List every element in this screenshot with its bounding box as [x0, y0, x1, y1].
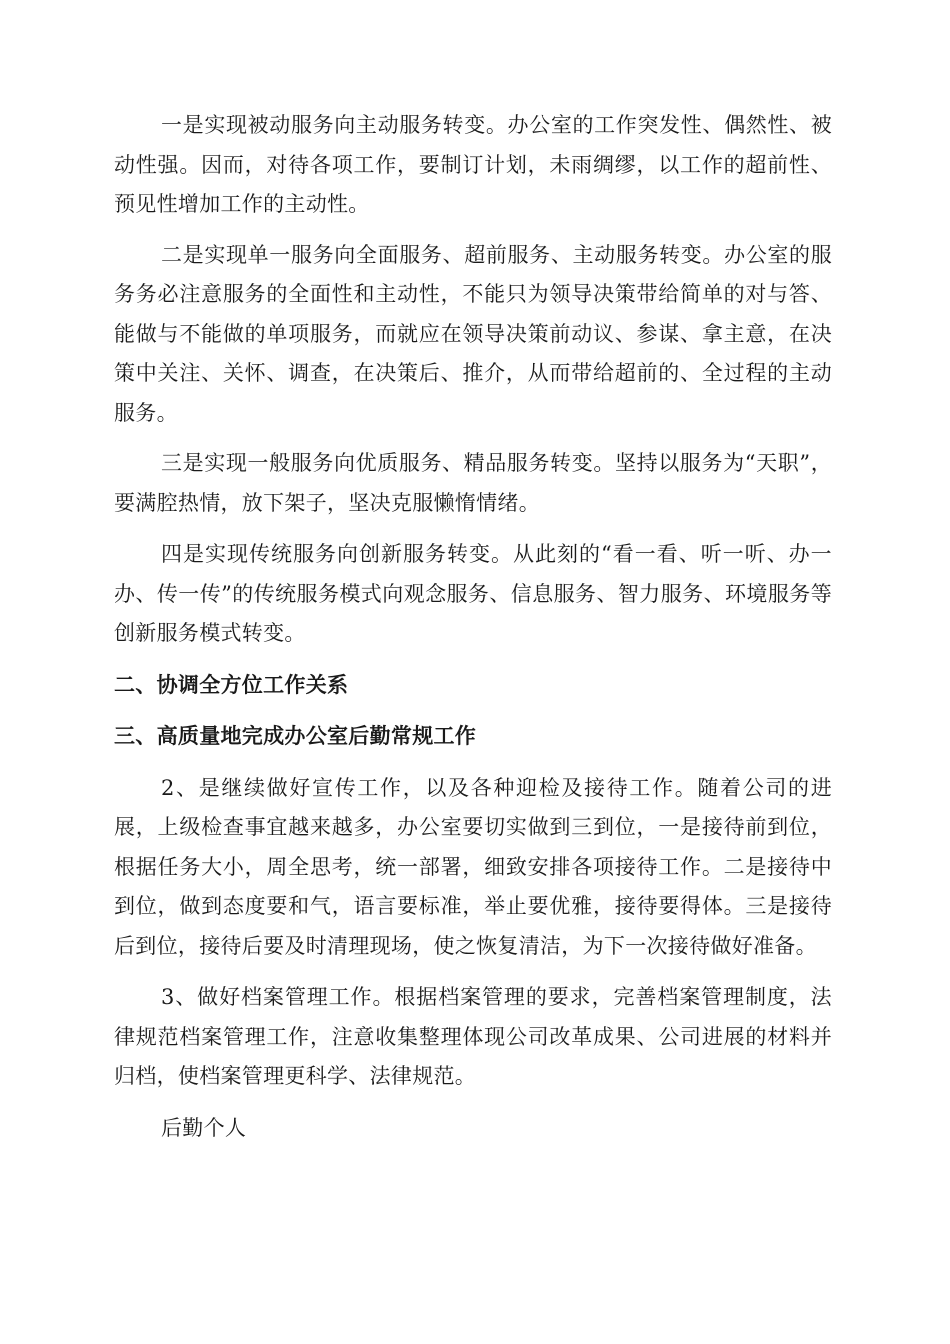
paragraph-single-to-comprehensive-service: 二是实现单一服务向全面服务、超前服务、主动服务转变。办公室的服务务必注意服务的全面性和主动性，不能只为领导决策带给简单的对与答、能做与不能做的单项服务，而就应在领导决策前动议、参谋、拿主意，在决策中关注、关怀、调查，在决策后、推介，从而带给超前的、全过程的主动服务。 — [114, 242, 832, 425]
document-body — [114, 106, 832, 1160]
section-heading-logistics: 三、高质量地完成办公室后勤常规工作 — [114, 724, 477, 748]
paragraph-traditional-to-innovative-service: 四是实现传统服务向创新服务转变。从此刻的“看一看、听一听、办一办、传一传”的传统服务模式向观念服务、信息服务、智力服务、环境服务等创新服务模式转变。 — [114, 542, 832, 645]
section-heading-coordination: 二、协调全方位工作关系 — [114, 672, 349, 697]
paragraph-logistics-personal: 后勤个人 — [161, 1115, 247, 1140]
paragraph-general-to-quality-service: 三是实现一般服务向优质服务、精品服务转变。坚持以服务为“天职”，要满腔热情，放下架子，坚决克服懒惰情绪。 — [114, 451, 832, 515]
paragraph-archive-management: 3、做好档案管理工作。根据档案管理的要求，完善档案管理制度，法律规范档案管理工作，注意收集整理体现公司改革成果、公司进展的材料并归档，使档案管理更科学、法律规范。 — [114, 985, 832, 1088]
paragraph-passive-to-active-service: 一是实现被动服务向主动服务转变。办公室的工作突发性、偶然性、被动性强。因而，对待各项工作，要制订计划，未雨绸缪，以工作的超前性、预见性增加工作的主动性。 — [114, 113, 832, 216]
paragraph-publicity-and-reception: 2、是继续做好宣传工作，以及各种迎检及接待工作。随着公司的进展，上级检查事宜越来越多，办公室要切实做到三到位，一是接待前到位，根据任务大小，周全思考，统一部署，细致安排各项接待工作。二是接待中到位，做到态度要和气，语言要标准，举止要优雅，接待要得体。三是接待后到位，接待后要及时清理现场，使之恢复清洁，为下一次接待做好准备。 — [114, 775, 832, 958]
